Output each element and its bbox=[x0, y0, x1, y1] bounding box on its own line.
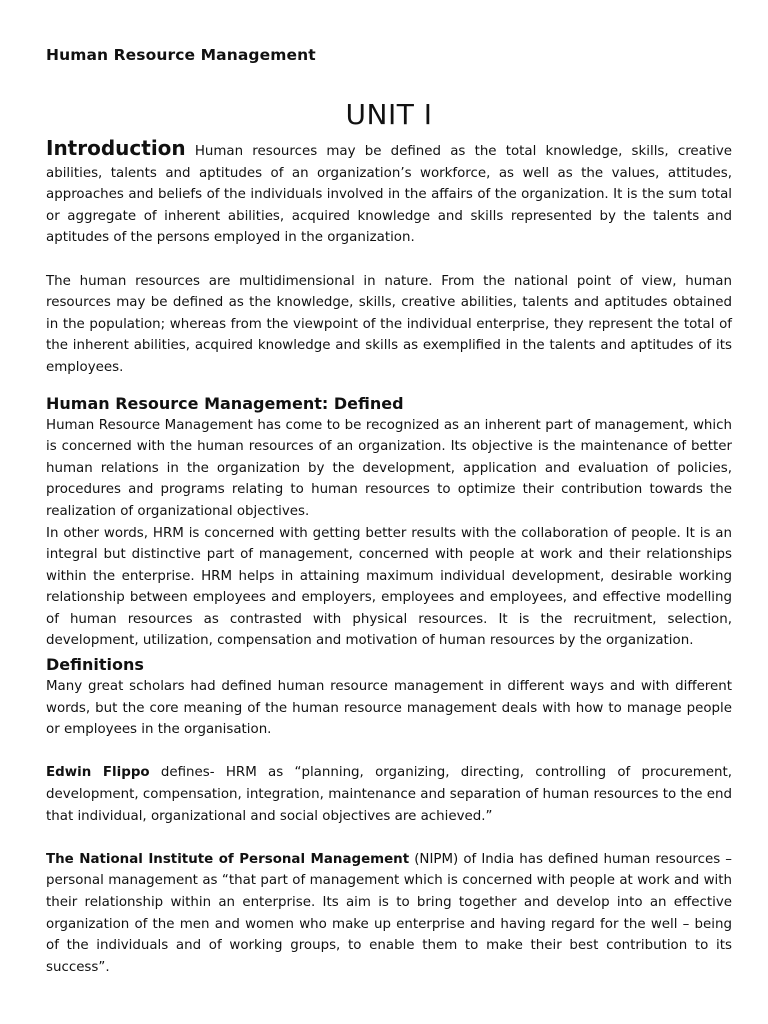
document-header-title: Human Resource Management bbox=[46, 46, 316, 64]
nipm-definition-paragraph bbox=[46, 849, 732, 979]
nipm-definition-text: (NIPM) of India has defined human resources – personal management as “that part of management which is concerned with people at work and with their relationship within an enterprise. Its aim is to bring together and develop into an effective organization of the men and women who make up enterprise and having regard for the well – being of the individuals and of working groups, to enable them to make their best contribution to its success”. bbox=[46, 851, 732, 975]
hrm-defined-paragraph-2: In other words, HRM is concerned with getting better results with the collaboration of people. It is an integral but distinctive part of management, concerned with people at work and their relationships within the enterprise. HRM helps in attaining maximum individual development, desirable working relationship between employees and employers, employees and employees, and effective modelling of human resources as contrasted with physical resources. It is the recruitment, selection, development, utilization, compensation and motivation of human resources by the organization. bbox=[46, 525, 732, 649]
flippo-definition-paragraph bbox=[46, 762, 732, 827]
multidimensional-paragraph: The human resources are multidimensional in nature. From the national point of view, human resources may be defined as the knowledge, skills, creative abilities, talents and aptitudes obtained in the population; whereas from the viewpoint of the individual enterprise, they represent the total of the inherent abilities, acquired knowledge and skills as exemplified in the talents and aptitudes of its employees. bbox=[46, 273, 732, 375]
document-body bbox=[46, 138, 732, 978]
nipm-name: The National Institute of Personal Management bbox=[46, 851, 410, 867]
hrm-defined-heading: Human Resource Management: Defined bbox=[46, 393, 404, 413]
introduction-text: Human resources may be defined as the total knowledge, skills, creative abilities, talents and aptitudes of an organization’s workforce, as well as the values, attitudes, approaches and beliefs of the individuals involved in the affairs of the organization. It is the sum total or aggregate of inherent abilities, acquired knowledge and skills represented by the talents and aptitudes of the persons employed in the organization. bbox=[46, 144, 732, 246]
paragraph-spacer bbox=[46, 249, 732, 271]
introduction-heading: Introduction bbox=[46, 136, 186, 160]
introduction-paragraph bbox=[46, 138, 732, 249]
unit-title: UNIT I bbox=[345, 98, 433, 131]
hrm-defined-paragraph-1: Human Resource Management has come to be recognized as an inherent part of management, which is concerned with the human resources of an organization. Its objective is the maintenance of better human relations in the organization by the development, application and evaluation of policies, procedures and programs relating to human resources to optimize their contribution towards the realization of organizational objectives. bbox=[46, 417, 732, 519]
section-spacer bbox=[46, 379, 732, 393]
definitions-heading: Definitions bbox=[46, 655, 144, 675]
flippo-name: Edwin Flippo bbox=[46, 765, 150, 781]
paragraph-spacer bbox=[46, 741, 732, 763]
flippo-definition-text: defines- HRM as “planning, organizing, directing, controlling of procurement, development, compensation, integration, maintenance and separation of human resources to the end that individual, organizational and social objectives are achieved.” bbox=[46, 765, 733, 824]
document-page bbox=[46, 0, 732, 1024]
paragraph-spacer bbox=[46, 827, 732, 849]
definitions-intro-paragraph: Many great scholars had defined human resource management in different ways and with different words, but the core meaning of the human resource management deals with how to manage people or employees in the organisation. bbox=[46, 679, 732, 738]
